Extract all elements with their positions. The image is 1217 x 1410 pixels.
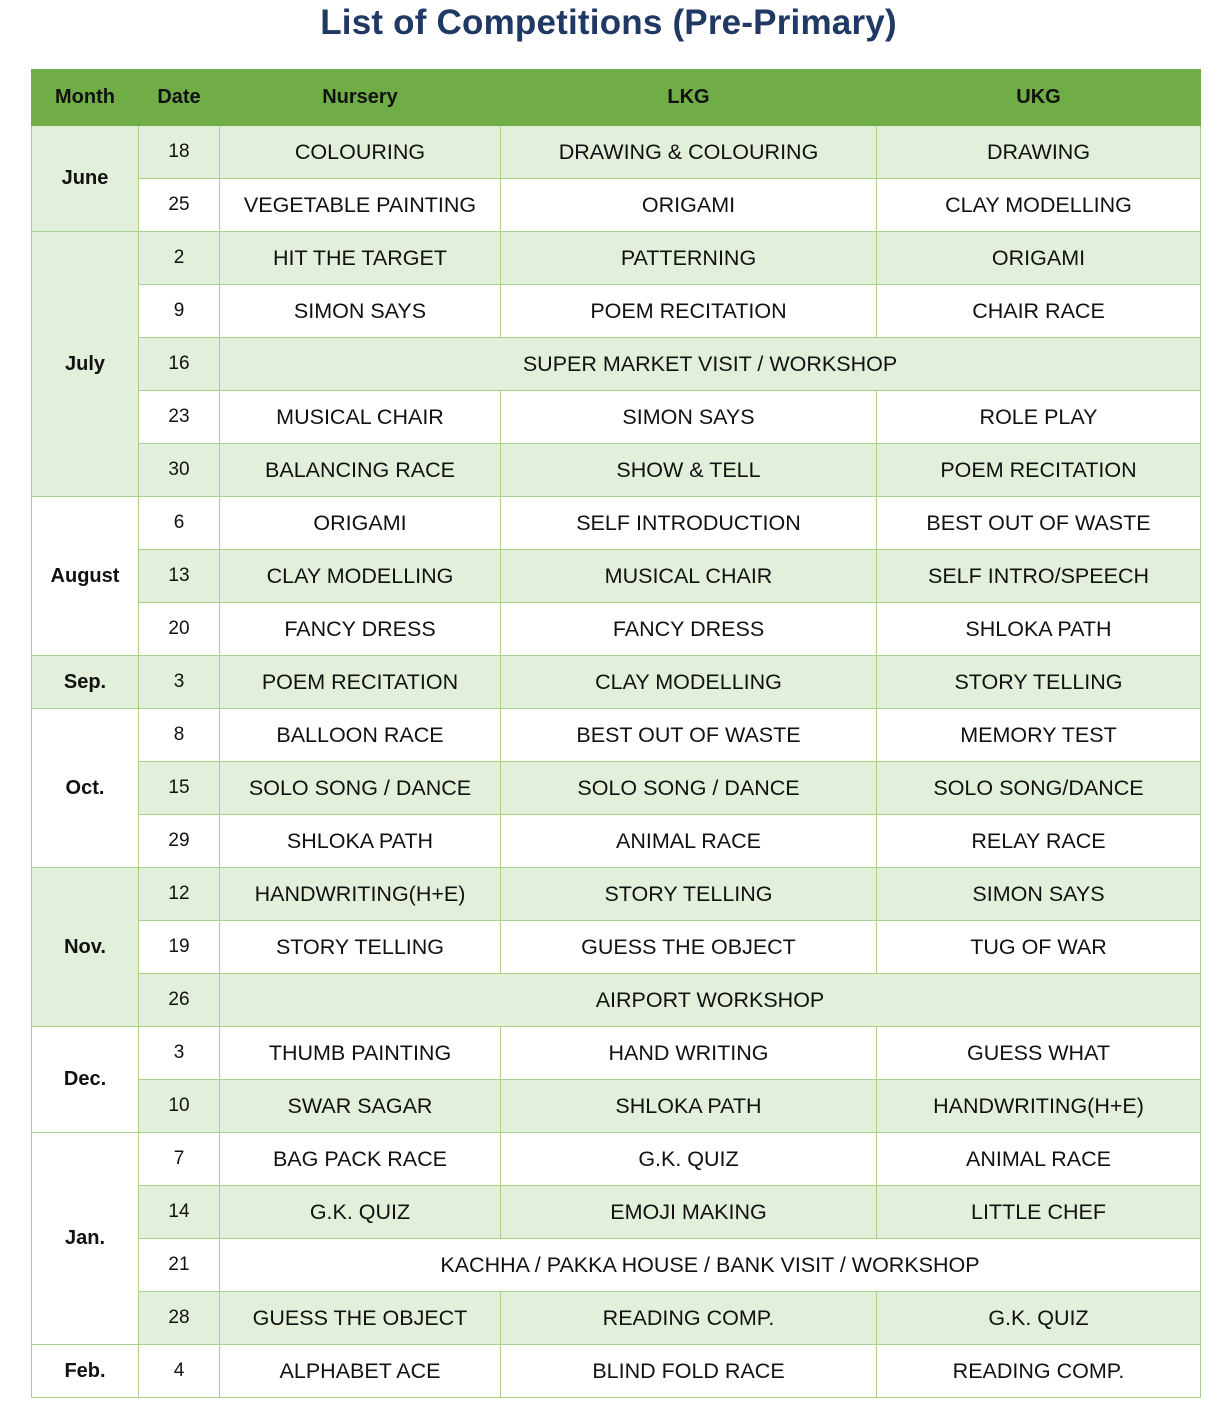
lkg-cell: SOLO SONG / DANCE: [501, 762, 877, 815]
date-cell: 4: [139, 1345, 220, 1398]
ukg-cell: HANDWRITING(H+E): [877, 1080, 1201, 1133]
table-row: [32, 232, 1201, 285]
lkg-cell: ANIMAL RACE: [501, 815, 877, 868]
lkg-cell: PATTERNING: [501, 232, 877, 285]
lkg-cell: DRAWING & COLOURING: [501, 126, 877, 179]
table-row: [32, 1133, 1201, 1186]
lkg-cell: READING COMP.: [501, 1292, 877, 1345]
table-row: [32, 603, 1201, 656]
ukg-cell: DRAWING: [877, 126, 1201, 179]
ukg-cell: CHAIR RACE: [877, 285, 1201, 338]
table-row: [32, 1239, 1201, 1292]
ukg-cell: MEMORY TEST: [877, 709, 1201, 762]
nursery-cell: HIT THE TARGET: [220, 232, 501, 285]
lkg-cell: SIMON SAYS: [501, 391, 877, 444]
nursery-cell: ALPHABET ACE: [220, 1345, 501, 1398]
header-nursery: Nursery: [220, 70, 501, 126]
date-cell: 19: [139, 921, 220, 974]
month-cell: Oct.: [32, 709, 139, 868]
lkg-cell: FANCY DRESS: [501, 603, 877, 656]
lkg-cell: STORY TELLING: [501, 868, 877, 921]
date-cell: 16: [139, 338, 220, 391]
header-ukg: UKG: [877, 70, 1201, 126]
lkg-cell: EMOJI MAKING: [501, 1186, 877, 1239]
merged-activity-cell: SUPER MARKET VISIT / WORKSHOP: [220, 338, 1201, 391]
nursery-cell: G.K. QUIZ: [220, 1186, 501, 1239]
date-cell: 25: [139, 179, 220, 232]
nursery-cell: BALLOON RACE: [220, 709, 501, 762]
table-row: [32, 1345, 1201, 1398]
table-row: [32, 709, 1201, 762]
ukg-cell: READING COMP.: [877, 1345, 1201, 1398]
lkg-cell: MUSICAL CHAIR: [501, 550, 877, 603]
table-row: [32, 497, 1201, 550]
nursery-cell: SWAR SAGAR: [220, 1080, 501, 1133]
month-cell: Dec.: [32, 1027, 139, 1133]
header-month: Month: [32, 70, 139, 126]
table-row: [32, 815, 1201, 868]
date-cell: 6: [139, 497, 220, 550]
month-cell: Jan.: [32, 1133, 139, 1345]
table-row: [32, 762, 1201, 815]
lkg-cell: BLIND FOLD RACE: [501, 1345, 877, 1398]
table-row: [32, 868, 1201, 921]
ukg-cell: SELF INTRO/SPEECH: [877, 550, 1201, 603]
month-cell: Feb.: [32, 1345, 139, 1398]
date-cell: 29: [139, 815, 220, 868]
nursery-cell: ORIGAMI: [220, 497, 501, 550]
lkg-cell: CLAY MODELLING: [501, 656, 877, 709]
ukg-cell: LITTLE CHEF: [877, 1186, 1201, 1239]
nursery-cell: SOLO SONG / DANCE: [220, 762, 501, 815]
ukg-cell: GUESS WHAT: [877, 1027, 1201, 1080]
date-cell: 3: [139, 656, 220, 709]
ukg-cell: ORIGAMI: [877, 232, 1201, 285]
ukg-cell: RELAY RACE: [877, 815, 1201, 868]
date-cell: 15: [139, 762, 220, 815]
nursery-cell: BAG PACK RACE: [220, 1133, 501, 1186]
date-cell: 28: [139, 1292, 220, 1345]
competitions-table: [31, 69, 1201, 1398]
table-row: [32, 391, 1201, 444]
table-row: [32, 974, 1201, 1027]
nursery-cell: FANCY DRESS: [220, 603, 501, 656]
ukg-cell: ROLE PLAY: [877, 391, 1201, 444]
nursery-cell: BALANCING RACE: [220, 444, 501, 497]
nursery-cell: STORY TELLING: [220, 921, 501, 974]
month-cell: Nov.: [32, 868, 139, 1027]
table-row: [32, 1292, 1201, 1345]
ukg-cell: SOLO SONG/DANCE: [877, 762, 1201, 815]
merged-activity-cell: AIRPORT WORKSHOP: [220, 974, 1201, 1027]
lkg-cell: GUESS THE OBJECT: [501, 921, 877, 974]
lkg-cell: G.K. QUIZ: [501, 1133, 877, 1186]
month-cell: August: [32, 497, 139, 656]
date-cell: 7: [139, 1133, 220, 1186]
table-row: [32, 1080, 1201, 1133]
date-cell: 10: [139, 1080, 220, 1133]
lkg-cell: HAND WRITING: [501, 1027, 877, 1080]
table-row: [32, 656, 1201, 709]
table-row: [32, 444, 1201, 497]
date-cell: 20: [139, 603, 220, 656]
lkg-cell: SHLOKA PATH: [501, 1080, 877, 1133]
table-row: [32, 126, 1201, 179]
nursery-cell: SHLOKA PATH: [220, 815, 501, 868]
nursery-cell: MUSICAL CHAIR: [220, 391, 501, 444]
date-cell: 8: [139, 709, 220, 762]
date-cell: 2: [139, 232, 220, 285]
nursery-cell: GUESS THE OBJECT: [220, 1292, 501, 1345]
date-cell: 3: [139, 1027, 220, 1080]
ukg-cell: SIMON SAYS: [877, 868, 1201, 921]
nursery-cell: SIMON SAYS: [220, 285, 501, 338]
nursery-cell: VEGETABLE PAINTING: [220, 179, 501, 232]
ukg-cell: STORY TELLING: [877, 656, 1201, 709]
month-cell: Sep.: [32, 656, 139, 709]
date-cell: 26: [139, 974, 220, 1027]
table-row: [32, 550, 1201, 603]
page-title: List of Competitions (Pre-Primary): [320, 3, 897, 42]
ukg-cell: SHLOKA PATH: [877, 603, 1201, 656]
lkg-cell: ORIGAMI: [501, 179, 877, 232]
ukg-cell: POEM RECITATION: [877, 444, 1201, 497]
nursery-cell: HANDWRITING(H+E): [220, 868, 501, 921]
header-lkg: LKG: [501, 70, 877, 126]
nursery-cell: CLAY MODELLING: [220, 550, 501, 603]
date-cell: 12: [139, 868, 220, 921]
table-row: [32, 179, 1201, 232]
ukg-cell: TUG OF WAR: [877, 921, 1201, 974]
ukg-cell: BEST OUT OF WASTE: [877, 497, 1201, 550]
ukg-cell: CLAY MODELLING: [877, 179, 1201, 232]
nursery-cell: POEM RECITATION: [220, 656, 501, 709]
table-row: [32, 338, 1201, 391]
lkg-cell: SELF INTRODUCTION: [501, 497, 877, 550]
date-cell: 21: [139, 1239, 220, 1292]
header-row: [32, 70, 1201, 126]
table-row: [32, 921, 1201, 974]
date-cell: 9: [139, 285, 220, 338]
lkg-cell: BEST OUT OF WASTE: [501, 709, 877, 762]
date-cell: 23: [139, 391, 220, 444]
ukg-cell: G.K. QUIZ: [877, 1292, 1201, 1345]
lkg-cell: SHOW & TELL: [501, 444, 877, 497]
table-row: [32, 1186, 1201, 1239]
ukg-cell: ANIMAL RACE: [877, 1133, 1201, 1186]
date-cell: 13: [139, 550, 220, 603]
month-cell: June: [32, 126, 139, 232]
table-row: [32, 285, 1201, 338]
date-cell: 18: [139, 126, 220, 179]
merged-activity-cell: KACHHA / PAKKA HOUSE / BANK VISIT / WORKSHOP: [220, 1239, 1201, 1292]
nursery-cell: COLOURING: [220, 126, 501, 179]
lkg-cell: POEM RECITATION: [501, 285, 877, 338]
header-date: Date: [139, 70, 220, 126]
nursery-cell: THUMB PAINTING: [220, 1027, 501, 1080]
month-cell: July: [32, 232, 139, 497]
date-cell: 30: [139, 444, 220, 497]
table-row: [32, 1027, 1201, 1080]
date-cell: 14: [139, 1186, 220, 1239]
